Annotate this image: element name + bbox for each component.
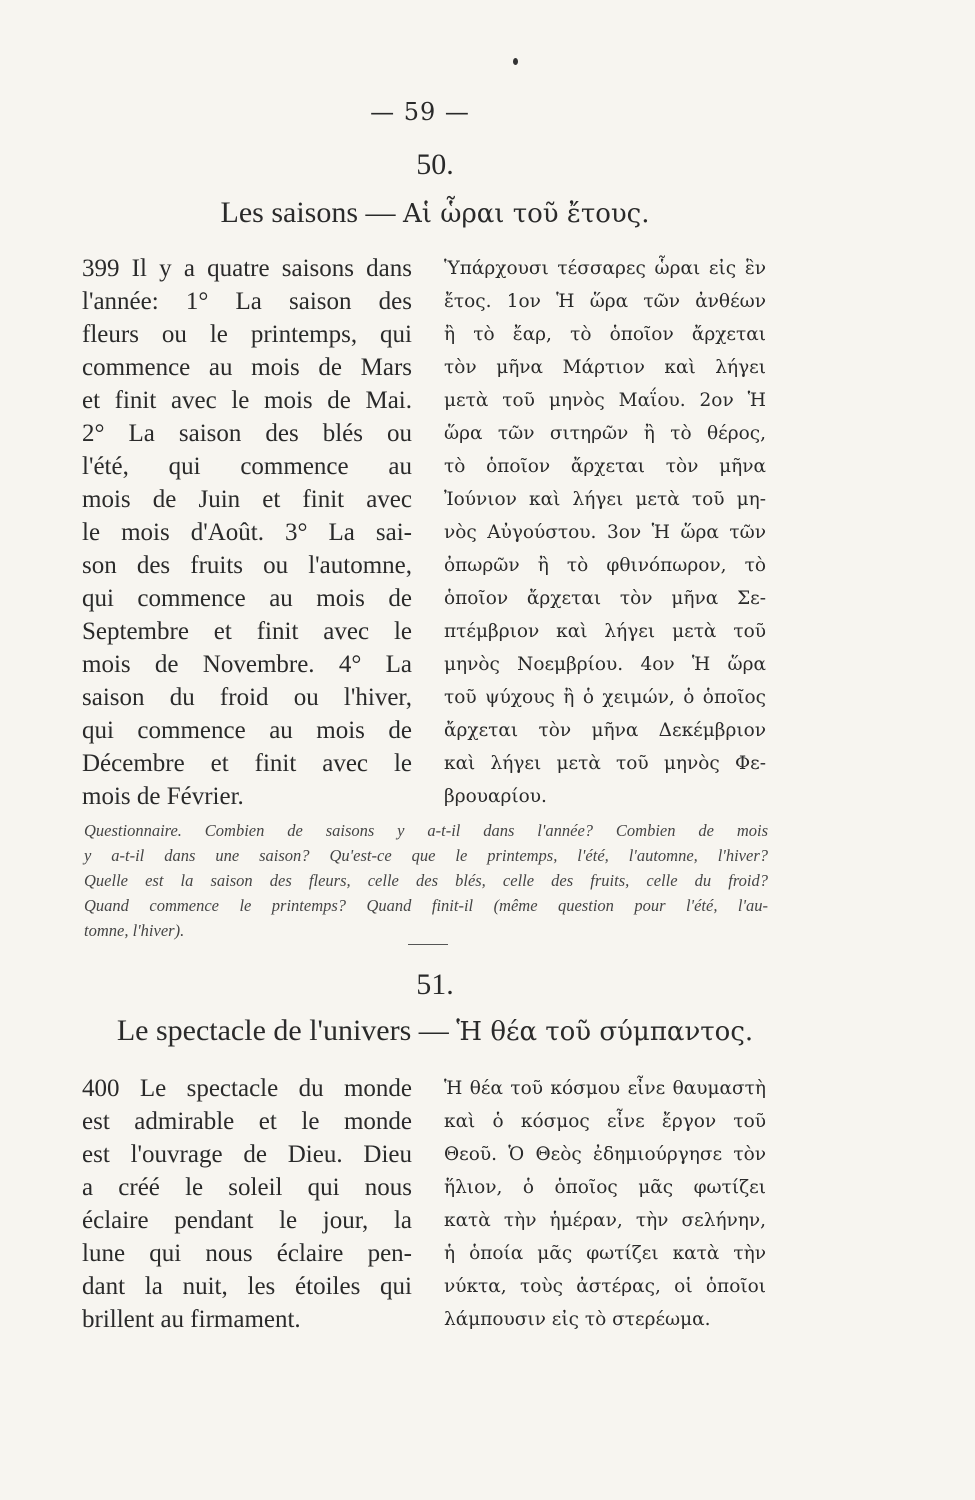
greek-line: Ἡ θέα τοῦ κόσμου εἶνε θαυμαστὴ <box>444 1078 766 1099</box>
french-line: qui commence au mois de <box>82 585 412 612</box>
french-line: l'année: 1° La saison des <box>82 288 412 315</box>
questionnaire-line: Questionnaire. Combien de saisons y a-t-il dans l'année? Combien de mois <box>84 821 768 840</box>
french-line: mois de Février. <box>82 783 244 810</box>
section-divider <box>408 944 448 945</box>
section-50-french-text <box>82 252 412 813</box>
french-line: est l'ouvrage de Dieu. Dieu <box>82 1141 412 1168</box>
greek-line: τὸν μῆνα Μάρτιον καὶ λήγει <box>444 357 766 378</box>
greek-line: νὸς Αὐγούστου. 3ον Ἡ ὥρα τῶν <box>444 522 766 543</box>
greek-line: μετὰ τοῦ μηνὸς Μαΐου. 2ον Ἡ <box>444 390 766 411</box>
french-line: fleurs ou le printemps, qui <box>82 321 412 348</box>
french-line: 399 Il y a quatre saisons dans <box>82 255 412 282</box>
french-line: est admirable et le monde <box>82 1108 412 1135</box>
french-line: 400 Le spectacle du monde <box>82 1075 412 1102</box>
french-line: mois de Novembre. 4° La <box>82 651 412 678</box>
section-51-title-fr: Le spectacle de l'univers <box>116 1014 412 1047</box>
questionnaire-line: tomne, l'hiver). <box>84 921 185 940</box>
page-number: — 59 — <box>370 98 470 126</box>
greek-line: ὥρα τῶν σιτηρῶν ἢ τὸ θέρος, <box>444 423 766 444</box>
greek-line: τοῦ ψύχους ἢ ὁ χειμών, ὁ ὁποῖος <box>444 687 766 708</box>
french-line: son des fruits ou l'automne, <box>82 552 412 579</box>
french-line: dant la nuit, les étoiles qui <box>82 1273 412 1300</box>
section-50-number: 50. <box>416 148 454 181</box>
section-50-greek-text <box>444 252 766 813</box>
title-dash: — <box>365 196 396 229</box>
section-51-french-text <box>82 1072 412 1336</box>
greek-line: μηνὸς Νοεμβρίου. 4ον Ἡ ὥρα <box>444 654 766 675</box>
french-line: et finit avec le mois de Mai. <box>82 387 412 414</box>
french-line: éclaire pendant le jour, la <box>82 1207 412 1234</box>
section-50-questionnaire <box>84 818 768 943</box>
questionnaire-line: Quand commence le printemps? Quand finit-il (même question pour l'été, l'au- <box>84 896 768 915</box>
section-51-title <box>0 1014 870 1048</box>
ink-speck <box>513 58 518 65</box>
greek-line: πτέμβριον καὶ λήγει μετὰ τοῦ <box>444 621 766 642</box>
french-line: saison du froid ou l'hiver, <box>82 684 412 711</box>
section-50-title-gr: Αἱ ὧραι τοῦ ἔτους. <box>403 199 650 229</box>
section-51-title-gr: Ἡ θέα τοῦ σύμπαντος. <box>456 1017 754 1047</box>
greek-line: ὀπωρῶν ἢ τὸ φθινόπωρον, τὸ <box>444 555 766 576</box>
french-line: mois de Juin et finit avec <box>82 486 412 513</box>
section-51-greek-text <box>444 1072 766 1336</box>
french-line: Décembre et finit avec le <box>82 750 412 777</box>
greek-line: καὶ ὁ κόσμος εἶνε ἔργον τοῦ <box>444 1111 766 1132</box>
greek-line: λάμπουσιν εἰς τὸ στερέωμα. <box>444 1309 711 1330</box>
greek-line: τὸ ὁποῖον ἄρχεται τὸν μῆνα <box>444 456 766 477</box>
greek-line: ἄρχεται τὸν μῆνα Δεκέμβριον <box>444 720 766 741</box>
section-50-title-fr: Les saisons <box>220 196 359 229</box>
french-line: 2° La saison des blés ou <box>82 420 412 447</box>
french-line: lune qui nous éclaire pen- <box>82 1240 412 1267</box>
greek-line: Θεοῦ. Ὁ Θεὸς ἐδημιούργησε τὸν <box>444 1144 766 1165</box>
greek-line: Ὑπάρχουσι τέσσαρες ὧραι εἰς ἓν <box>444 258 766 279</box>
greek-line: Ἰούνιον καὶ λήγει μετὰ τοῦ μη- <box>444 489 766 510</box>
french-line: Septembre et finit avec le <box>82 618 412 645</box>
french-line: commence au mois de Mars <box>82 354 412 381</box>
greek-line: ἡ ὁποία μᾶς φωτίζει κατὰ τὴν <box>444 1243 766 1264</box>
greek-line: ἔτος. 1ον Ἡ ὥρα τῶν ἀνθέων <box>444 291 766 312</box>
section-51-number: 51. <box>416 968 454 1001</box>
french-line: brillent au firmament. <box>82 1306 301 1333</box>
french-line: le mois d'Août. 3° La sai- <box>82 519 412 546</box>
french-line: qui commence au mois de <box>82 717 412 744</box>
questionnaire-line: y a-t-il dans une saison? Qu'est-ce que le printemps, l'été, l'automne, l'hiver? <box>84 846 768 865</box>
questionnaire-line: Quelle est la saison des fleurs, celle des blés, celle des fruits, celle du froid? <box>84 871 768 890</box>
greek-line: καὶ λήγει μετὰ τοῦ μηνὸς Φε- <box>444 753 766 774</box>
section-50-title <box>0 196 870 230</box>
greek-line: ἥλιον, ὁ ὁποῖος μᾶς φωτίζει <box>444 1177 766 1198</box>
greek-line: ἢ τὸ ἔαρ, τὸ ὁποῖον ἄρχεται <box>444 324 766 345</box>
greek-line: νύκτα, τοὺς ἀστέρας, οἱ ὁποῖοι <box>444 1276 766 1297</box>
greek-line: βρουαρίου. <box>444 786 547 807</box>
greek-line: κατὰ τὴν ἡμέραν, τὴν σελήνην, <box>444 1210 766 1231</box>
greek-line: ὁποῖον ἄρχεται τὸν μῆνα Σε- <box>444 588 766 609</box>
french-line: a créé le soleil qui nous <box>82 1174 412 1201</box>
title-dash: — <box>418 1014 449 1047</box>
french-line: l'été, qui commence au <box>82 453 412 480</box>
